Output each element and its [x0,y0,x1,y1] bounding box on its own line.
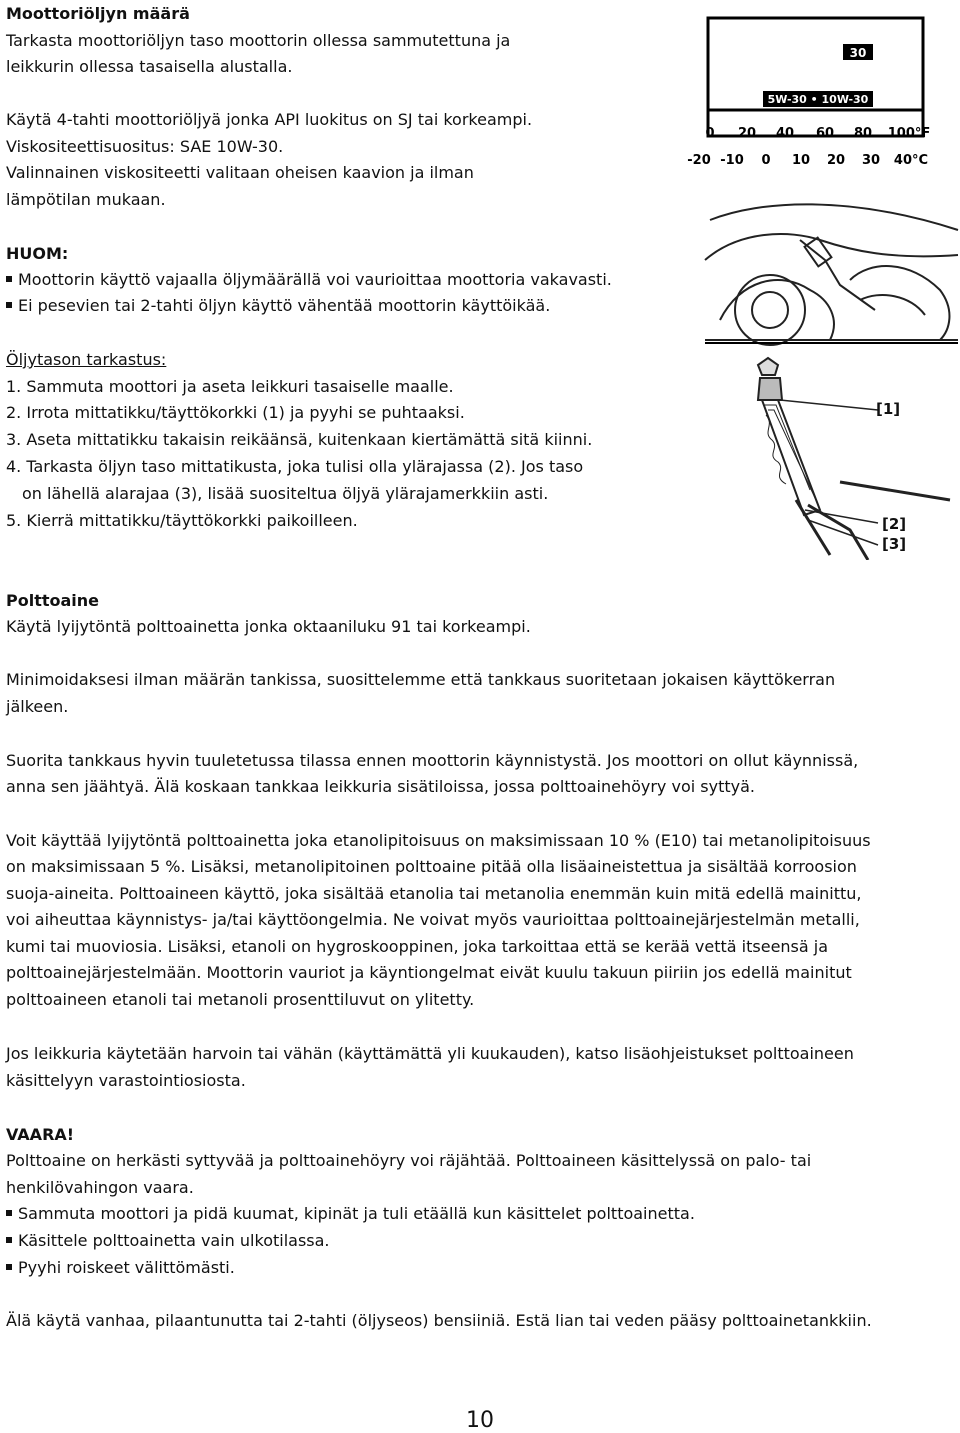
fuel-text: suoja-aineita. Polttoaineen käyttö, joka sisältää etanolia tai metanolia enemmän kuin mitä edellä mainittu, [6,884,862,903]
fuel-text: voi aiheuttaa käynnistys- ja/tai käyttöongelmia. Ne voivat myös vaurioittaa polttoainejärjestelmän metalli, [6,910,860,929]
tick-f: 80 [853,126,873,141]
tick-f: 20 [737,126,757,141]
oil-text: Viskositeettisuositus: SAE 10W-30. [6,137,284,156]
oil-check-title: Öljytason tarkastus: [6,350,167,369]
tick-c: 20 [826,153,846,168]
warning-bullet: Käsittele polttoainetta vain ulkotilassa. [6,1231,330,1251]
oil-text: Valinnainen viskositeetti valitaan oheisen kaavion ja ilman [6,163,474,182]
tick-f: 60 [815,126,835,141]
bar-5w30-label: 5W-30 • 10W-30 [767,93,869,106]
page-number: 10 [466,1408,494,1433]
warning-text: henkilövahingon vaara. [6,1178,194,1197]
step-item: 2. Irrota mittatikku/täyttökorkki (1) ja pyyhi se puhtaaksi. [6,403,465,422]
tick-f: 40 [775,126,795,141]
tick-c: 0 [761,153,771,168]
viscosity-chart [683,14,943,174]
warning-title: VAARA! [6,1125,75,1144]
label-3: [3] [882,535,907,553]
step-item: 3. Aseta mittatikku takaisin reikäänsä, kuitenkaan kiertämättä sitä kiinni. [6,430,593,449]
warning-bullet: Pyyhi roiskeet välittömästi. [6,1258,235,1278]
fuel-text: Älä käytä vanhaa, pilaantunutta tai 2-tahti (öljyseos) bensiiniä. Estä lian tai veden pääsy polttoainetankkiin. [6,1311,872,1330]
dipstick-illustration [700,200,960,560]
fuel-text: Jos leikkuria käytetään harvoin tai vähän (käyttämättä yli kuukauden), katso lisäohjeistukset polttoaineen [6,1044,854,1063]
note-item: Moottorin käyttö vajaalla öljymäärällä voi vaurioittaa moottoria vakavasti. [6,270,612,290]
tick-f: 100°F [887,126,931,141]
fuel-text: polttoainejärjestelmään. Moottorin vauriot ja käyntiongelmat eivät kuulu takuun piiriin jos edellä mainitut [6,963,852,982]
fuel-text: polttoaineen etanoli tai metanoli prosenttiluvut on ylitetty. [6,990,475,1009]
tick-f: 0 [705,126,715,141]
oil-text: lämpötilan mukaan. [6,190,166,209]
note-title: HUOM: [6,244,69,263]
warning-text: Polttoaine on herkästi syttyvää ja polttoainehöyry voi räjähtää. Polttoaineen käsittelyssä on palo- tai [6,1151,812,1170]
step-item: 1. Sammuta moottori ja aseta leikkuri tasaiselle maalle. [6,377,454,396]
engine-drawing [705,204,958,345]
fuel-text: käsittelyyn varastointiosiosta. [6,1071,246,1090]
fuel-text: jälkeen. [6,697,69,716]
oil-text: Tarkasta moottoriöljyn taso moottorin ollessa sammutettuna ja [6,31,511,50]
tick-c: 30 [861,153,881,168]
tick-c: -10 [720,153,744,168]
fahrenheit-ticks [705,126,930,141]
bar-30-label: 30 [849,46,867,60]
oil-text: leikkurin ollessa tasaisella alustalla. [6,57,293,76]
label-1: [1] [876,400,901,418]
tick-c: 10 [791,153,811,168]
label-2: [2] [882,515,907,533]
fuel-text: on maksimissaan 5 %. Lisäksi, metanolipitoinen polttoaine pitää olla lisäaineistettua ja sisältää korroosion [6,857,857,876]
note-item: Ei pesevien tai 2-tahti öljyn käyttö vähentää moottorin käyttöikää. [6,296,550,316]
chart-frame [708,18,923,136]
fuel-text: Suorita tankkaus hyvin tuuletetussa tilassa ennen moottorin käynnistystä. Jos moottori on ollut käynnissä, [6,751,859,770]
oil-section-title: Moottoriöljyn määrä [6,4,190,23]
fuel-text: anna sen jäähtyä. Älä koskaan tankkaa leikkuria sisätiloissa, jossa polttoainehöyry voi syttyä. [6,777,755,796]
dipstick-closeup [758,358,950,560]
fuel-section-title: Polttoaine [6,591,100,610]
warning-bullet: Sammuta moottori ja pidä kuumat, kipinät ja tuli etäällä kun käsittelet polttoainetta. [6,1204,695,1224]
celsius-ticks [687,153,928,168]
fuel-text: kumi tai muoviosia. Lisäksi, etanoli on hygroskooppinen, joka tarkoittaa että se kerää vettä itseensä ja [6,937,829,956]
tick-c: -20 [687,153,711,168]
fuel-text: Käytä lyijytöntä polttoainetta jonka oktaaniluku 91 tai korkeampi. [6,617,531,636]
tick-c: 40°C [893,153,929,168]
step-item: 5. Kierrä mittatikku/täyttökorkki paikoilleen. [6,511,358,530]
step-item: 4. Tarkasta öljyn taso mittatikusta, joka tulisi olla ylärajassa (2). Jos taso [6,457,584,476]
fuel-text: Minimoidaksesi ilman määrän tankissa, suosittelemme että tankkaus suoritetaan jokaisen käyttökerran [6,670,836,689]
oil-text: Käytä 4-tahti moottoriöljyä jonka API luokitus on SJ tai korkeampi. [6,110,533,129]
fuel-text: Voit käyttää lyijytöntä polttoainetta joka etanolipitoisuus on maksimissaan 10 % (E10) tai metanolipitoisuus [6,831,871,850]
step-item: on lähellä alarajaa (3), lisää suositeltua öljyä ylärajamerkkiin asti. [22,484,549,503]
